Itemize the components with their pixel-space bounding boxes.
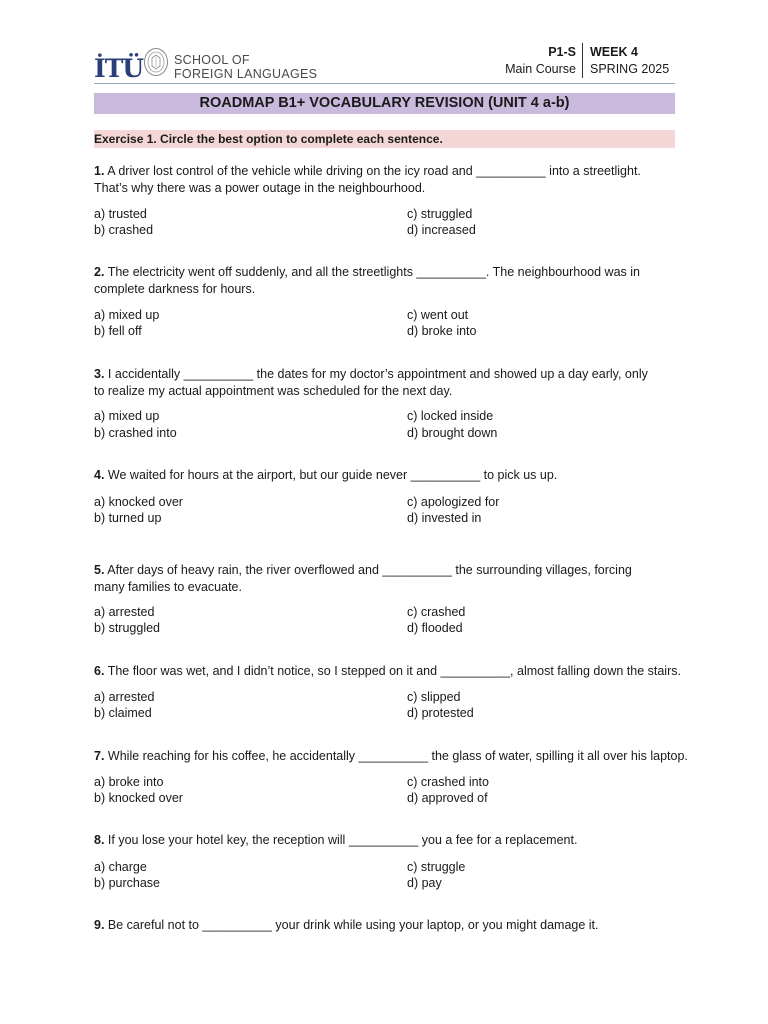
option-b[interactable]: b) crashed into (94, 426, 177, 440)
week-label: WEEK 4 (590, 45, 638, 59)
question-text-line-1: The floor was wet, and I didn’t notice, so I stepped on it and __________, almost falling down the stairs. (107, 664, 681, 678)
school-line-1: SCHOOL OF (174, 53, 250, 67)
school-line-2: FOREIGN LANGUAGES (174, 67, 318, 81)
option-a[interactable]: a) mixed up (94, 409, 160, 423)
question-1 (94, 163, 714, 197)
question-text-line-1: A driver lost control of the vehicle while driving on the icy road and __________ into a streetlight. (107, 164, 641, 178)
title-bar (94, 93, 675, 114)
question-text-line-2: to realize my actual appointment was scheduled for the next day. (94, 384, 453, 398)
level-code: P1-S (548, 45, 576, 59)
option-b[interactable]: b) crashed (94, 223, 154, 237)
question-number: 1. (94, 164, 105, 178)
option-d[interactable]: d) approved of (407, 791, 488, 805)
question-text-line-1: I accidentally __________ the dates for my doctor’s appointment and showed up a day early, only (107, 367, 648, 381)
option-c[interactable]: c) went out (407, 308, 469, 322)
question-8 (94, 832, 714, 849)
itu-logo (94, 44, 354, 84)
question-number: 5. (94, 563, 105, 577)
option-c[interactable]: c) apologized for (407, 495, 500, 509)
question-number: 6. (94, 664, 105, 678)
question-text-line-1: We waited for hours at the airport, but our guide never __________ to pick us up. (107, 468, 558, 482)
option-c[interactable]: c) crashed into (407, 775, 489, 789)
question-text-line-2: many families to evacuate. (94, 580, 242, 594)
option-c[interactable]: c) locked inside (407, 409, 494, 423)
question-3 (94, 366, 714, 400)
option-b[interactable]: b) fell off (94, 324, 142, 338)
question-number: 3. (94, 367, 105, 381)
option-b[interactable]: b) claimed (94, 706, 152, 720)
question-number: 2. (94, 265, 105, 279)
option-a[interactable]: a) trusted (94, 207, 147, 221)
option-c[interactable]: c) crashed (407, 605, 466, 619)
seal-icon (143, 47, 169, 77)
option-a[interactable]: a) charge (94, 860, 147, 874)
question-4 (94, 467, 714, 484)
question-6 (94, 663, 714, 680)
option-d[interactable]: d) broke into (407, 324, 477, 338)
page-title: ROADMAP B1+ VOCABULARY REVISION (UNIT 4 a-b) (199, 95, 570, 111)
option-d[interactable]: d) brought down (407, 426, 498, 440)
option-b[interactable]: b) turned up (94, 511, 162, 525)
question-text-line-1: While reaching for his coffee, he accidentally __________ the glass of water, spilling it all over his laptop. (107, 749, 688, 763)
option-d[interactable]: d) flooded (407, 621, 463, 635)
question-5 (94, 562, 714, 596)
header-divider (582, 43, 583, 78)
logo-text: İTÜ (94, 54, 144, 83)
question-number: 9. (94, 918, 105, 932)
question-text-line-1: If you lose your hotel key, the reception will __________ you a fee for a replacement. (107, 833, 578, 847)
option-a[interactable]: a) mixed up (94, 308, 160, 322)
exercise-bar (94, 130, 675, 148)
question-9 (94, 917, 714, 934)
question-text-line-2: complete darkness for hours. (94, 282, 256, 296)
school-name (174, 53, 317, 81)
option-c[interactable]: c) slipped (407, 690, 461, 704)
option-a[interactable]: a) knocked over (94, 495, 183, 509)
term-info (590, 44, 669, 78)
question-number: 4. (94, 468, 105, 482)
option-d[interactable]: d) protested (407, 706, 474, 720)
option-d[interactable]: d) increased (407, 223, 476, 237)
question-2 (94, 264, 714, 298)
option-d[interactable]: d) invested in (407, 511, 482, 525)
course-name: Main Course (505, 62, 576, 76)
question-text-line-1: Be careful not to __________ your drink while using your laptop, or you might damage it. (107, 918, 599, 932)
option-b[interactable]: b) purchase (94, 876, 161, 890)
header-rule (94, 83, 675, 84)
question-7 (94, 748, 714, 765)
option-a[interactable]: a) broke into (94, 775, 164, 789)
course-info (505, 44, 576, 78)
option-d[interactable]: d) pay (407, 876, 442, 890)
exercise-instruction: Exercise 1. Circle the best option to complete each sentence. (94, 132, 443, 146)
question-text-line-2: That’s why there was a power outage in the neighbourhood. (94, 181, 426, 195)
option-b[interactable]: b) struggled (94, 621, 161, 635)
term-label: SPRING 2025 (590, 62, 670, 76)
question-text-line-1: The electricity went off suddenly, and all the streetlights __________. The neighbourhood was in (107, 265, 640, 279)
option-a[interactable]: a) arrested (94, 605, 155, 619)
question-number: 7. (94, 749, 105, 763)
option-c[interactable]: c) struggled (407, 207, 473, 221)
option-b[interactable]: b) knocked over (94, 791, 183, 805)
question-text-line-1: After days of heavy rain, the river overflowed and __________ the surrounding villages, forcing (107, 563, 632, 577)
option-a[interactable]: a) arrested (94, 690, 155, 704)
question-number: 8. (94, 833, 105, 847)
option-c[interactable]: c) struggle (407, 860, 466, 874)
